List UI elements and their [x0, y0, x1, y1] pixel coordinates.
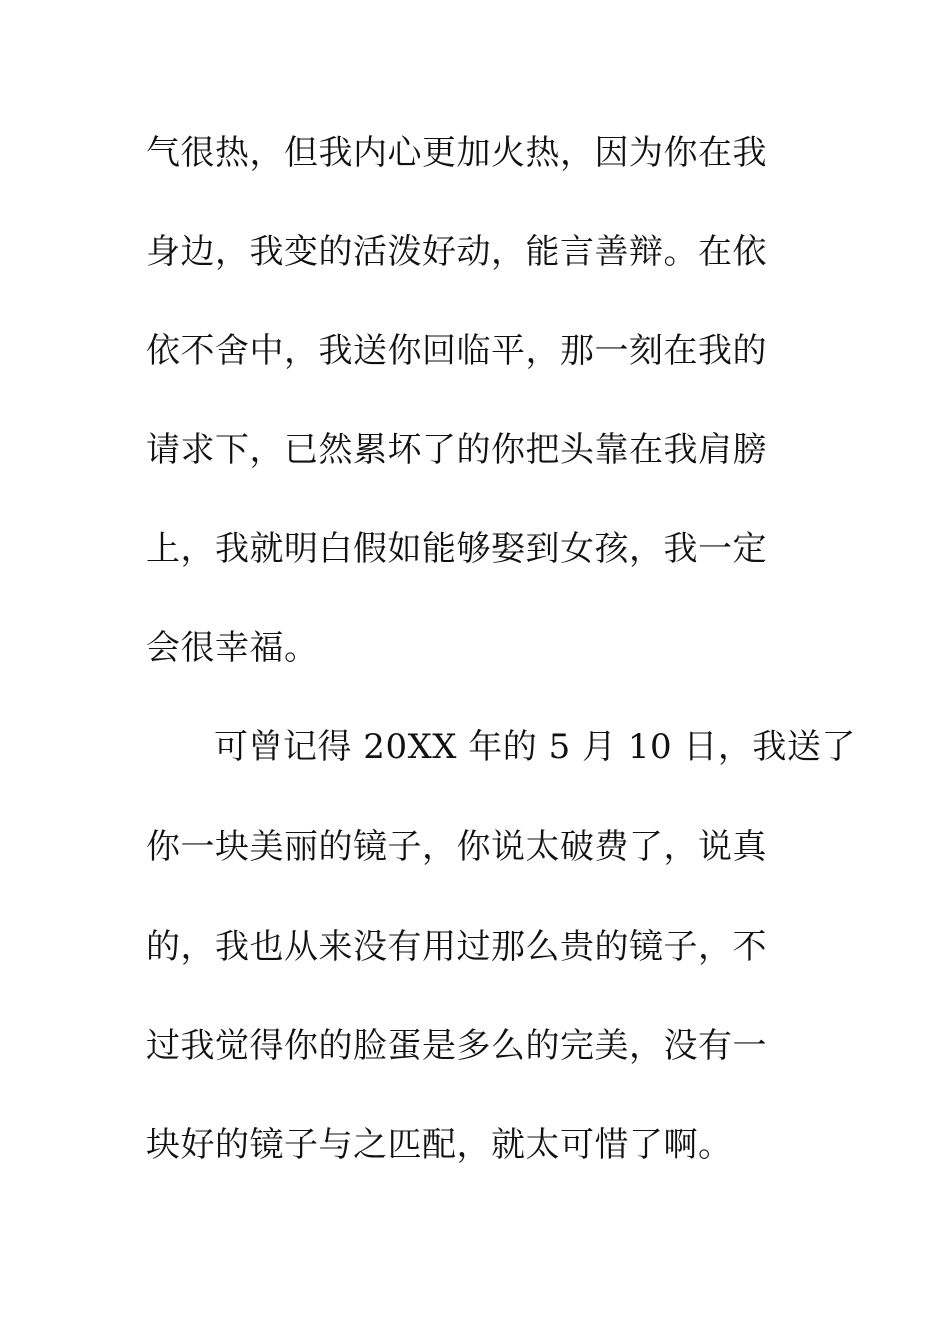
paragraph-2-line-4: 过我觉得你的脸蛋是多么的完美，没有一 — [146, 1026, 767, 1066]
paragraph-1-line-3: 依不舍中，我送你回临平，那一刻在我的 — [146, 331, 767, 371]
paragraph-2-line-5: 块好的镜子与之匹配，就太可惜了啊。 — [146, 1125, 733, 1165]
paragraph-1-line-5: 上，我就明白假如能够娶到女孩，我一定 — [146, 529, 767, 569]
paragraph-1-line-6: 会很幸福。 — [146, 628, 319, 668]
paragraph-1-line-4: 请求下，已然累坏了的你把头靠在我肩膀 — [146, 430, 767, 470]
paragraph-2-line-2: 你一块美丽的镜子，你说太破费了，说真 — [146, 827, 767, 867]
paragraph-2-line-1: 可曾记得 20XX 年的 5 月 10 日，我送了 — [214, 727, 856, 767]
paragraph-1-line-1: 气很热，但我内心更加火热，因为你在我 — [146, 133, 767, 173]
paragraph-2-line-3: 的，我也从来没有用过那么贵的镜子，不 — [146, 927, 767, 967]
paragraph-1-line-2: 身边，我变的活泼好动，能言善辩。在依 — [146, 232, 767, 272]
